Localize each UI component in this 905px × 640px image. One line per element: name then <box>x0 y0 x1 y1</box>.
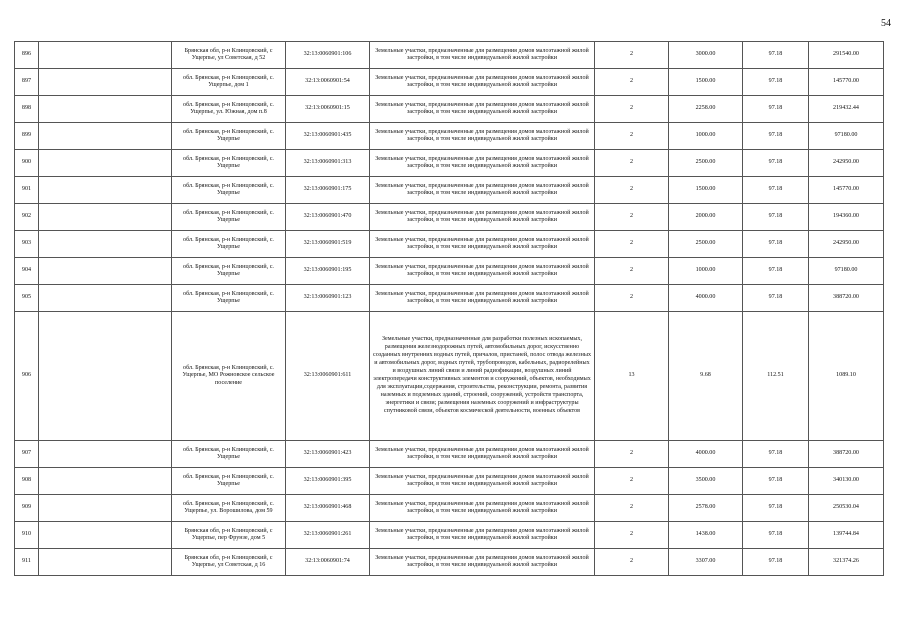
row-number: 900 <box>15 150 39 177</box>
blank-cell <box>39 204 172 231</box>
land-use-cell: Земельные участки, предназначенные для размещения домов малоэтажной жилой застройки, в том числе индивидуальной жилой застройки <box>370 441 595 468</box>
table-body <box>15 42 884 576</box>
blank-cell <box>39 522 172 549</box>
land-use-cell: Земельные участки, предназначенные для размещения домов малоэтажной жилой застройки, в том числе индивидуальной жилой застройки <box>370 522 595 549</box>
cadastral-value-cell: 321374.26 <box>809 549 884 576</box>
rate-cell: 97.18 <box>743 495 809 522</box>
address-cell: обл. Брянская, р-н Клинцовский, с. Ущерпье <box>172 204 286 231</box>
address-cell: обл. Брянская, р-н Клинцовский, с. Ущерпье <box>172 258 286 285</box>
rate-cell: 97.18 <box>743 258 809 285</box>
blank-cell <box>39 177 172 204</box>
table-row <box>15 177 884 204</box>
cadastral-number-cell: 32:13:0060901:468 <box>286 495 370 522</box>
land-use-cell: Земельные участки, предназначенные для разработки полезных ископаемых, размещения железнодорожных путей, автомобильных дорог, искусственно созданных внутренних водных путей, причалов, пристаней, полос отвода железных и автомобильных дорог, водных путей, трубопроводов, кабельных, радиорелейных и воздушных линий связи и линий радиофикации, воздушных линий электропередачи конструктивных элементов и сооружений, объектов, необходимых для эксплуатации,содержания, строительства, реконструкции, ремонта, развития наземных и подземных зданий, строений, сооружений, устройств транспорта, энергетики и связи; размещения наземных сооружений и инфраструктуры спутниковой связи, объектов космической деятельности, военных объектов <box>370 312 595 441</box>
rate-cell: 97.18 <box>743 522 809 549</box>
table-row <box>15 96 884 123</box>
row-number: 909 <box>15 495 39 522</box>
blank-cell <box>39 258 172 285</box>
table-row <box>15 522 884 549</box>
rate-cell: 97.18 <box>743 204 809 231</box>
row-number: 903 <box>15 231 39 258</box>
rate-cell: 97.18 <box>743 150 809 177</box>
land-use-cell: Земельные участки, предназначенные для размещения домов малоэтажной жилой застройки, в том числе индивидуальной жилой застройки <box>370 96 595 123</box>
cadastral-value-cell: 1089.10 <box>809 312 884 441</box>
cadastral-number-cell: 32:13:0060901:261 <box>286 522 370 549</box>
area-cell: 9.68 <box>669 312 743 441</box>
group-cell: 2 <box>595 441 669 468</box>
cadastral-number-cell: 32:13:0060901:54 <box>286 69 370 96</box>
blank-cell <box>39 96 172 123</box>
land-use-cell: Земельные участки, предназначенные для размещения домов малоэтажной жилой застройки, в том числе индивидуальной жилой застройки <box>370 468 595 495</box>
row-number: 904 <box>15 258 39 285</box>
land-use-cell: Земельные участки, предназначенные для размещения домов малоэтажной жилой застройки, в том числе индивидуальной жилой застройки <box>370 258 595 285</box>
address-cell: Брянская обл, р-н Клинцовский, с Ущерпье, пер Фрунзе, дом 5 <box>172 522 286 549</box>
land-use-cell: Земельные участки, предназначенные для размещения домов малоэтажной жилой застройки, в том числе индивидуальной жилой застройки <box>370 495 595 522</box>
row-number: 902 <box>15 204 39 231</box>
blank-cell <box>39 312 172 441</box>
group-cell: 2 <box>595 522 669 549</box>
group-cell: 2 <box>595 42 669 69</box>
area-cell: 3000.00 <box>669 42 743 69</box>
land-use-cell: Земельные участки, предназначенные для размещения домов малоэтажной жилой застройки, в том числе индивидуальной жилой застройки <box>370 150 595 177</box>
blank-cell <box>39 231 172 258</box>
rate-cell: 97.18 <box>743 96 809 123</box>
cadastral-number-cell: 32:13:0060901:74 <box>286 549 370 576</box>
cadastral-value-cell: 242950.00 <box>809 231 884 258</box>
table-row <box>15 312 884 441</box>
table-row <box>15 69 884 96</box>
address-cell: обл. Брянская, р-н Клинцовский, с. Ущерпье, ул. Южная, дом п.8 <box>172 96 286 123</box>
land-use-cell: Земельные участки, предназначенные для размещения домов малоэтажной жилой застройки, в том числе индивидуальной жилой застройки <box>370 231 595 258</box>
address-cell: обл. Брянская, р-н Клинцовский, с. Ущерпье <box>172 231 286 258</box>
area-cell: 4000.00 <box>669 441 743 468</box>
address-cell: обл. Брянская, р-н Клинцовский, с. Ущерпье <box>172 441 286 468</box>
row-number: 896 <box>15 42 39 69</box>
cadastral-value-cell: 250530.04 <box>809 495 884 522</box>
land-use-cell: Земельные участки, предназначенные для размещения домов малоэтажной жилой застройки, в том числе индивидуальной жилой застройки <box>370 177 595 204</box>
cadastral-number-cell: 32:13:0060901:470 <box>286 204 370 231</box>
table-row <box>15 258 884 285</box>
blank-cell <box>39 150 172 177</box>
row-number: 905 <box>15 285 39 312</box>
land-use-cell: Земельные участки, предназначенные для размещения домов малоэтажной жилой застройки, в том числе индивидуальной жилой застройки <box>370 123 595 150</box>
cadastral-value-cell: 97180.00 <box>809 258 884 285</box>
cadastral-number-cell: 32:13:0060901:395 <box>286 468 370 495</box>
group-cell: 2 <box>595 96 669 123</box>
address-cell: Брянская обл, р-н Клинцовский, с Ущерпье, ул Советская, д 52 <box>172 42 286 69</box>
page-number: 54 <box>881 18 891 29</box>
rate-cell: 97.18 <box>743 42 809 69</box>
table-row <box>15 231 884 258</box>
cadastral-number-cell: 32:13:0060901:175 <box>286 177 370 204</box>
blank-cell <box>39 123 172 150</box>
table-row <box>15 549 884 576</box>
address-cell: обл. Брянская, р-н Клинцовский, с. Ущерпье <box>172 150 286 177</box>
rate-cell: 97.18 <box>743 441 809 468</box>
cadastral-number-cell: 32:13:0060901:15 <box>286 96 370 123</box>
cadastral-value-cell: 219432.44 <box>809 96 884 123</box>
area-cell: 1500.00 <box>669 69 743 96</box>
group-cell: 2 <box>595 285 669 312</box>
group-cell: 13 <box>595 312 669 441</box>
table-row <box>15 123 884 150</box>
rate-cell: 97.18 <box>743 69 809 96</box>
table-row <box>15 42 884 69</box>
table-row <box>15 495 884 522</box>
area-cell: 2258.00 <box>669 96 743 123</box>
cadastral-value-cell: 291540.00 <box>809 42 884 69</box>
area-cell: 1500.00 <box>669 177 743 204</box>
group-cell: 2 <box>595 204 669 231</box>
blank-cell <box>39 549 172 576</box>
cadastral-value-cell: 388720.00 <box>809 285 884 312</box>
row-number: 901 <box>15 177 39 204</box>
blank-cell <box>39 42 172 69</box>
area-cell: 2000.00 <box>669 204 743 231</box>
cadastral-number-cell: 32:13:0060901:195 <box>286 258 370 285</box>
table-row <box>15 285 884 312</box>
cadastral-value-cell: 242950.00 <box>809 150 884 177</box>
table-row <box>15 441 884 468</box>
table-row <box>15 204 884 231</box>
cadastral-number-cell: 32:13:0060901:313 <box>286 150 370 177</box>
rate-cell: 97.18 <box>743 177 809 204</box>
group-cell: 2 <box>595 231 669 258</box>
blank-cell <box>39 468 172 495</box>
blank-cell <box>39 441 172 468</box>
address-cell: обл. Брянская, р-н Клинцовский, с. Ущерпье, ул. Ворошилова, дом 59 <box>172 495 286 522</box>
address-cell: обл. Брянская, р-н Клинцовский, с. Ущерпье, МО Рожновское сельское поселение <box>172 312 286 441</box>
row-number: 907 <box>15 441 39 468</box>
address-cell: Брянская обл, р-н Клинцовский, с Ущерпье, ул Советская, д 16 <box>172 549 286 576</box>
cadastral-number-cell: 32:13:0060901:611 <box>286 312 370 441</box>
group-cell: 2 <box>595 549 669 576</box>
cadastral-number-cell: 32:13:0060901:519 <box>286 231 370 258</box>
rate-cell: 97.18 <box>743 468 809 495</box>
group-cell: 2 <box>595 468 669 495</box>
table-row <box>15 468 884 495</box>
cadastral-number-cell: 32:13:0060901:435 <box>286 123 370 150</box>
group-cell: 2 <box>595 69 669 96</box>
blank-cell <box>39 285 172 312</box>
area-cell: 2500.00 <box>669 150 743 177</box>
cadastral-value-cell: 340130.00 <box>809 468 884 495</box>
rate-cell: 112.51 <box>743 312 809 441</box>
group-cell: 2 <box>595 177 669 204</box>
row-number: 899 <box>15 123 39 150</box>
area-cell: 2500.00 <box>669 231 743 258</box>
group-cell: 2 <box>595 495 669 522</box>
cadastral-number-cell: 32:13:0060901:423 <box>286 441 370 468</box>
address-cell: обл. Брянская, р-н Клинцовский, с. Ущерпье <box>172 123 286 150</box>
land-use-cell: Земельные участки, предназначенные для размещения домов малоэтажной жилой застройки, в том числе индивидуальной жилой застройки <box>370 42 595 69</box>
cadastral-value-cell: 194360.00 <box>809 204 884 231</box>
area-cell: 1000.00 <box>669 123 743 150</box>
rate-cell: 97.18 <box>743 231 809 258</box>
cadastral-value-cell: 97180.00 <box>809 123 884 150</box>
address-cell: обл. Брянская, р-н Клинцовский, с. Ущерпье <box>172 285 286 312</box>
land-use-cell: Земельные участки, предназначенные для размещения домов малоэтажной жилой застройки, в том числе индивидуальной жилой застройки <box>370 204 595 231</box>
row-number: 911 <box>15 549 39 576</box>
address-cell: обл. Брянская, р-н Клинцовский, с. Ущерпье <box>172 468 286 495</box>
rate-cell: 97.18 <box>743 285 809 312</box>
cadastral-value-table <box>14 41 884 576</box>
row-number: 910 <box>15 522 39 549</box>
cadastral-number-cell: 32:13:0060901:123 <box>286 285 370 312</box>
land-use-cell: Земельные участки, предназначенные для размещения домов малоэтажной жилой застройки, в том числе индивидуальной жилой застройки <box>370 549 595 576</box>
area-cell: 1000.00 <box>669 258 743 285</box>
rate-cell: 97.18 <box>743 549 809 576</box>
row-number: 898 <box>15 96 39 123</box>
cadastral-value-cell: 145770.00 <box>809 177 884 204</box>
land-use-cell: Земельные участки, предназначенные для размещения домов малоэтажной жилой застройки, в том числе индивидуальной жилой застройки <box>370 69 595 96</box>
cadastral-value-cell: 388720.00 <box>809 441 884 468</box>
group-cell: 2 <box>595 258 669 285</box>
area-cell: 2578.00 <box>669 495 743 522</box>
row-number: 897 <box>15 69 39 96</box>
address-cell: обл. Брянская, р-н Клинцовский, с. Ущерпье, дом 1 <box>172 69 286 96</box>
cadastral-number-cell: 32:13:0060901:106 <box>286 42 370 69</box>
cadastral-value-cell: 145770.00 <box>809 69 884 96</box>
area-cell: 3307.00 <box>669 549 743 576</box>
area-cell: 4000.00 <box>669 285 743 312</box>
area-cell: 1438.00 <box>669 522 743 549</box>
row-number: 908 <box>15 468 39 495</box>
rate-cell: 97.18 <box>743 123 809 150</box>
blank-cell <box>39 495 172 522</box>
land-use-cell: Земельные участки, предназначенные для размещения домов малоэтажной жилой застройки, в том числе индивидуальной жилой застройки <box>370 285 595 312</box>
address-cell: обл. Брянская, р-н Клинцовский, с. Ущерпье <box>172 177 286 204</box>
cadastral-value-cell: 139744.84 <box>809 522 884 549</box>
group-cell: 2 <box>595 150 669 177</box>
area-cell: 3500.00 <box>669 468 743 495</box>
row-number: 906 <box>15 312 39 441</box>
table-row <box>15 150 884 177</box>
blank-cell <box>39 69 172 96</box>
group-cell: 2 <box>595 123 669 150</box>
